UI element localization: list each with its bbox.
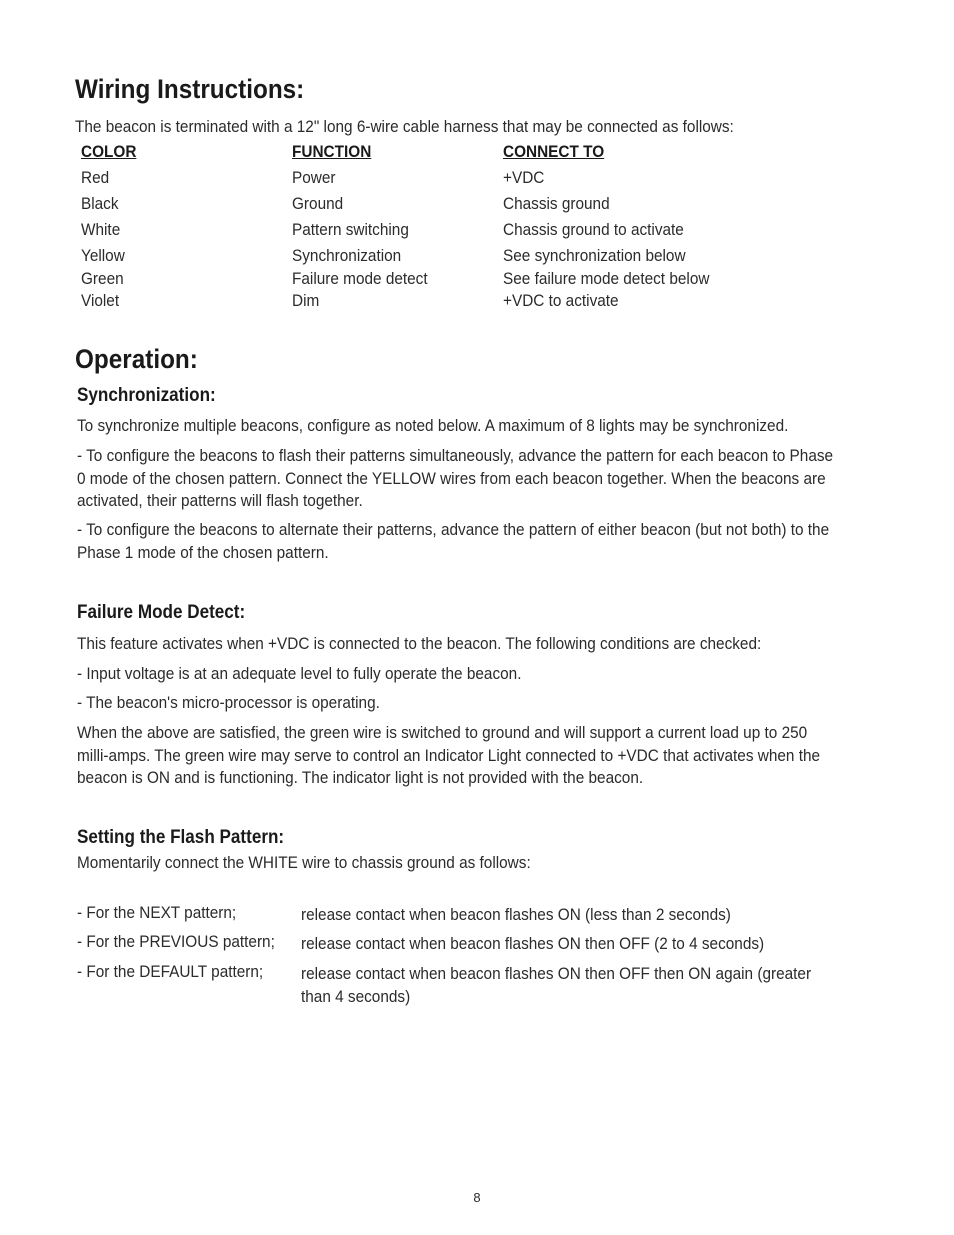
failure-paragraph-1: This feature activates when +VDC is connected to the beacon. The following conditions are checked: [77,635,762,653]
cell-connect-to: +VDC to activate [503,292,619,310]
cell-function: Ground [292,195,344,213]
cell-connect-to: Chassis ground [503,195,610,213]
cell-color: Black [81,195,119,213]
cell-color: Violet [81,292,120,310]
failure-paragraph-3: - The beacon's micro-processor is operating. [77,694,380,712]
flash-item-desc: release contact when beacon flashes ON then OFF then ON again (greater than 4 seconds) [301,965,812,1006]
cell-color: Red [81,169,110,187]
flash-heading: Setting the Flash Pattern: [77,827,285,848]
flash-item-label: - For the NEXT pattern; [77,904,237,922]
failure-heading: Failure Mode Detect: [77,602,246,623]
cell-color: White [81,221,121,239]
cell-connect-to: Chassis ground to activate [503,221,684,239]
cell-connect-to: See synchronization below [503,247,686,265]
sync-heading: Synchronization: [77,385,216,406]
cell-function: Synchronization [292,247,402,265]
sync-paragraph-3: - To configure the beacons to alternate their patterns, advance the pattern of either beacon (but not both) to the Phase 1 mode of the chosen pattern. [77,521,830,562]
col-header-function: FUNCTION [292,143,372,161]
cell-function: Power [292,169,336,187]
col-header-connect-to: CONNECT TO [503,143,605,161]
page-number: 8 [473,1190,481,1205]
cell-color: Green [81,270,124,288]
col-header-color: COLOR [81,143,137,161]
cell-connect-to: See failure mode detect below [503,270,710,288]
sync-paragraph-2: - To configure the beacons to flash their patterns simultaneously, advance the pattern for each beacon to Phase 0 mode of the chosen pattern. Connect the YELLOW wires from each beacon together. When the beacons are activated, their patterns will flash together. [77,447,834,510]
cell-function: Dim [292,292,320,310]
cell-connect-to: +VDC [503,169,545,187]
failure-paragraph-4: When the above are satisfied, the green wire is switched to ground and will support a current load up to 250 milli-amps. The green wire may serve to control an Indicator Light connected to +VDC that activates when the beacon is ON and is functioning. The indicator light is not provided with the beacon. [77,724,821,787]
operation-heading: Operation: [75,344,198,374]
cell-color: Yellow [81,247,125,265]
wiring-intro: The beacon is terminated with a 12" long 6-wire cable harness that may be connected as follows: [75,118,734,136]
flash-item-label: - For the DEFAULT pattern; [77,963,264,981]
failure-paragraph-2: - Input voltage is at an adequate level to fully operate the beacon. [77,665,522,683]
flash-intro: Momentarily connect the WHITE wire to chassis ground as follows: [77,854,531,872]
flash-item-desc: release contact when beacon flashes ON (less than 2 seconds) [301,906,731,924]
cell-function: Failure mode detect [292,270,428,288]
cell-function: Pattern switching [292,221,409,239]
flash-item-desc: release contact when beacon flashes ON then OFF (2 to 4 seconds) [301,935,765,953]
sync-paragraph-1: To synchronize multiple beacons, configure as noted below. A maximum of 8 lights may be synchronized. [77,417,789,435]
flash-item-label: - For the PREVIOUS pattern; [77,933,275,951]
wiring-heading: Wiring Instructions: [75,74,305,104]
